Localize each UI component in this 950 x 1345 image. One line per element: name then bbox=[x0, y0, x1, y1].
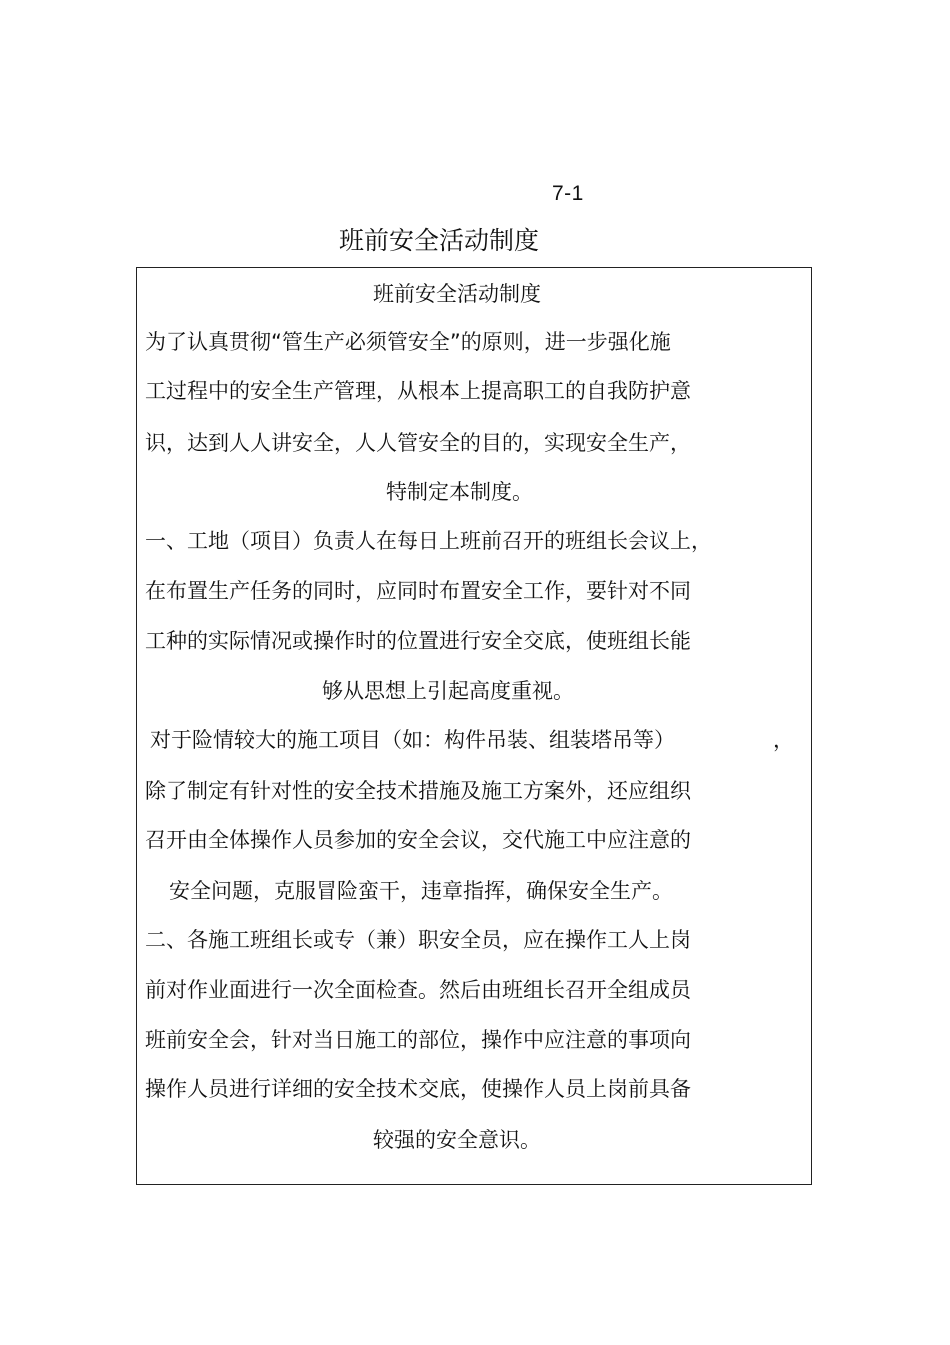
paragraph-line: 二、各施工班组长或专（兼）职安全员，应在操作工人上岗 bbox=[145, 928, 691, 952]
paragraph-line: 够从思想上引起高度重视。 bbox=[322, 679, 574, 703]
paragraph-line: 班前安全会，针对当日施工的部位，操作中应注意的事项向 bbox=[145, 1028, 691, 1052]
paragraph-line: 工过程中的安全生产管理，从根本上提高职工的自我防护意 bbox=[145, 379, 691, 403]
paragraph-line: 对于险情较大的施工项目（如：构件吊装、组装塔吊等） bbox=[150, 728, 675, 752]
paragraph-line: 特制定本制度。 bbox=[386, 480, 533, 504]
paragraph-line: 操作人员进行详细的安全技术交底，使操作人员上岗前具备 bbox=[145, 1077, 691, 1101]
paragraph-line: 识，达到人人讲安全，人人管安全的目的，实现安全生产， bbox=[145, 431, 691, 455]
paragraph-line: 安全问题，克服冒险蛮干，违章指挥，确保安全生产。 bbox=[169, 879, 673, 903]
paragraph-line: 为了认真贯彻“管生产必须管安全”的原则，进一步强化施 bbox=[145, 330, 671, 354]
paragraph-line: 除了制定有针对性的安全技术措施及施工方案外，还应组织 bbox=[145, 779, 691, 803]
document-box bbox=[136, 267, 812, 1185]
paragraph-line: ， bbox=[773, 728, 794, 752]
paragraph-line: 前对作业面进行一次全面检查。然后由班组长召开全组成员 bbox=[145, 978, 691, 1002]
paragraph-line: 较强的安全意识。 bbox=[373, 1128, 541, 1152]
page-title: 班前安全活动制度 bbox=[339, 226, 540, 255]
paragraph-line: 工种的实际情况或操作时的位置进行安全交底，使班组长能 bbox=[145, 629, 691, 653]
box-heading: 班前安全活动制度 bbox=[373, 282, 541, 306]
paragraph-line: 召开由全体操作人员参加的安全会议，交代施工中应注意的 bbox=[145, 828, 691, 852]
paragraph-line: 在布置生产任务的同时，应同时布置安全工作，要针对不同 bbox=[145, 579, 691, 603]
paragraph-line: 一、工地（项目）负责人在每日上班前召开的班组长会议上， bbox=[145, 529, 712, 553]
page-number: 7-1 bbox=[552, 182, 584, 205]
